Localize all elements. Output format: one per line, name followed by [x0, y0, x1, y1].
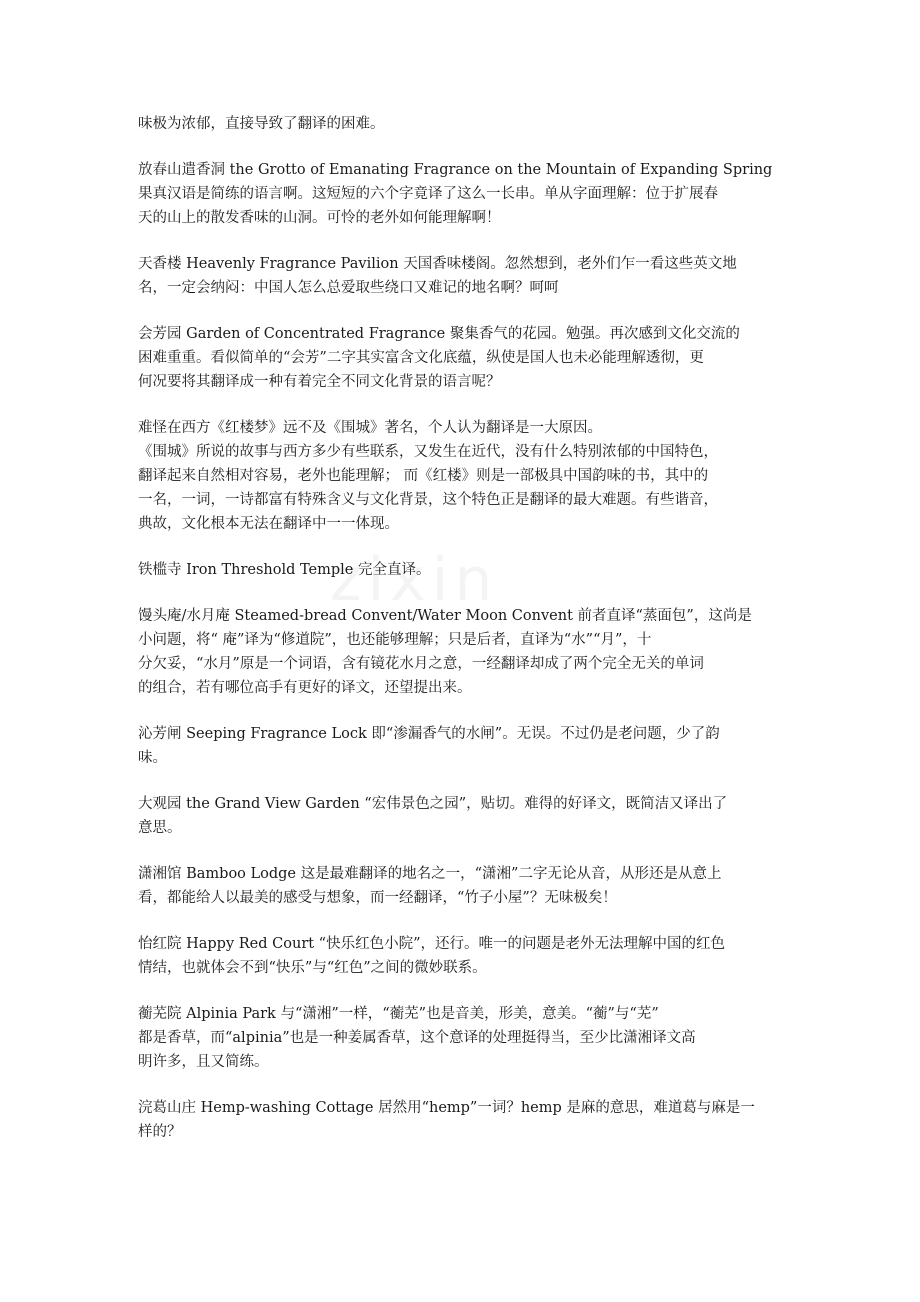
text-line: 天香楼 Heavenly Fragrance Pavilion 天国香味楼阁。忽然想到，老外们乍一看这些英文地	[138, 256, 737, 272]
text-line: 样的？	[138, 1124, 182, 1140]
text-line: 都是香草，而“alpinia”也是一种姜属香草，这个意译的处理挺得当，至少比潇湘译文高	[138, 1030, 696, 1046]
text-line: 情结，也就体会不到“快乐”与“红色”之间的微妙联系。	[138, 960, 487, 976]
document-body	[138, 112, 810, 1166]
text-line: 潇湘馆 Bamboo Lodge 这是最难翻译的地名之一，“潇湘”二字无论从音，从形还是从意上	[138, 866, 722, 882]
paragraph	[138, 604, 810, 700]
text-line: 馒头庵/水月庵 Steamed-bread Convent/Water Moon Convent 前者直译“蒸面包”，这尚是	[138, 608, 752, 624]
text-line: 沁芳闸 Seeping Fragrance Lock 即“渗漏香气的水闸”。无误。不过仍是老问题，少了韵	[138, 726, 720, 742]
text-line: 怡红院 Happy Red Court “快乐红色小院”，还行。唯一的问题是老外无法理解中国的红色	[138, 936, 726, 952]
text-line: 看，都能给人以最美的感受与想象，而一经翻译，“竹子小屋”？无味极矣！	[138, 890, 617, 906]
text-line: 小问题，将“ 庵”译为“修道院”，也还能够理解；只是后者，直译为“水”“月”，十	[138, 632, 652, 648]
text-line: 困难重重。看似简单的“会芳”二字其实富含文化底蕴，纵使是国人也未必能理解透彻，更	[138, 350, 704, 366]
text-line: 天的山上的散发香味的山洞。可怜的老外如何能理解啊！	[138, 210, 501, 226]
paragraph	[138, 322, 810, 394]
text-line: 放春山遣香洞 the Grotto of Emanating Fragrance on the Mountain of Expanding Spring	[138, 162, 773, 178]
paragraph	[138, 416, 810, 536]
text-line: 名，一定会纳闷：中国人怎么总爱取些绕口又难记的地名啊？呵呵	[138, 280, 559, 296]
text-line: 蘅芜院 Alpinia Park 与“潇湘”一样，“蘅芜”也是音美，形美，意美。“蘅”与“芜”	[138, 1006, 659, 1022]
paragraph	[138, 1096, 810, 1144]
paragraph	[138, 1002, 810, 1074]
text-line: 会芳园 Garden of Concentrated Fragrance 聚集香气的花园。勉强。再次感到文化交流的	[138, 326, 740, 342]
text-line: 《围城》所说的故事与西方多少有些联系，又发生在近代，没有什么特别浓郁的中国特色，	[138, 444, 718, 460]
paragraph	[138, 862, 810, 910]
text-line: 翻译起来自然相对容易，老外也能理解； 而《红楼》则是一部极具中国韵味的书，其中的	[138, 468, 709, 484]
text-line: 明许多，且又简练。	[138, 1054, 269, 1070]
paragraph	[138, 558, 810, 582]
text-line: 味极为浓郁，直接导致了翻译的困难。	[138, 116, 385, 132]
paragraph	[138, 252, 810, 300]
text-line: 一名，一词，一诗都富有特殊含义与文化背景，这个特色正是翻译的最大难题。有些谐音，	[138, 492, 718, 508]
paragraph	[138, 112, 810, 136]
text-line: 分欠妥，“水月”原是一个词语，含有镜花水月之意，一经翻译却成了两个完全无关的单词	[138, 656, 704, 672]
paragraph	[138, 932, 810, 980]
text-line: 何况要将其翻译成一种有着完全不同文化背景的语言呢？	[138, 374, 501, 390]
text-line: 典故，文化根本无法在翻译中一一体现。	[138, 516, 399, 532]
text-line: 的组合，若有哪位高手有更好的译文，还望提出来。	[138, 680, 472, 696]
text-line: 铁槛寺 Iron Threshold Temple 完全直译。	[138, 562, 431, 578]
paragraph	[138, 158, 810, 230]
text-line: 难怪在西方《红楼梦》远不及《围城》著名，个人认为翻译是一大原因。	[138, 420, 602, 436]
text-line: 意思。	[138, 820, 182, 836]
text-line: 浣葛山庄 Hemp-washing Cottage 居然用“hemp”一词？hemp 是麻的意思，难道葛与麻是一	[138, 1100, 755, 1116]
paragraph	[138, 792, 810, 840]
text-line: 大观园 the Grand View Garden “宏伟景色之园”，贴切。难得的好译文，既简洁又译出了	[138, 796, 728, 812]
text-line: 味。	[138, 750, 167, 766]
text-line: 果真汉语是简练的语言啊。这短短的六个字竟译了这么一长串。单从字面理解：位于扩展春	[138, 186, 718, 202]
paragraph	[138, 722, 810, 770]
